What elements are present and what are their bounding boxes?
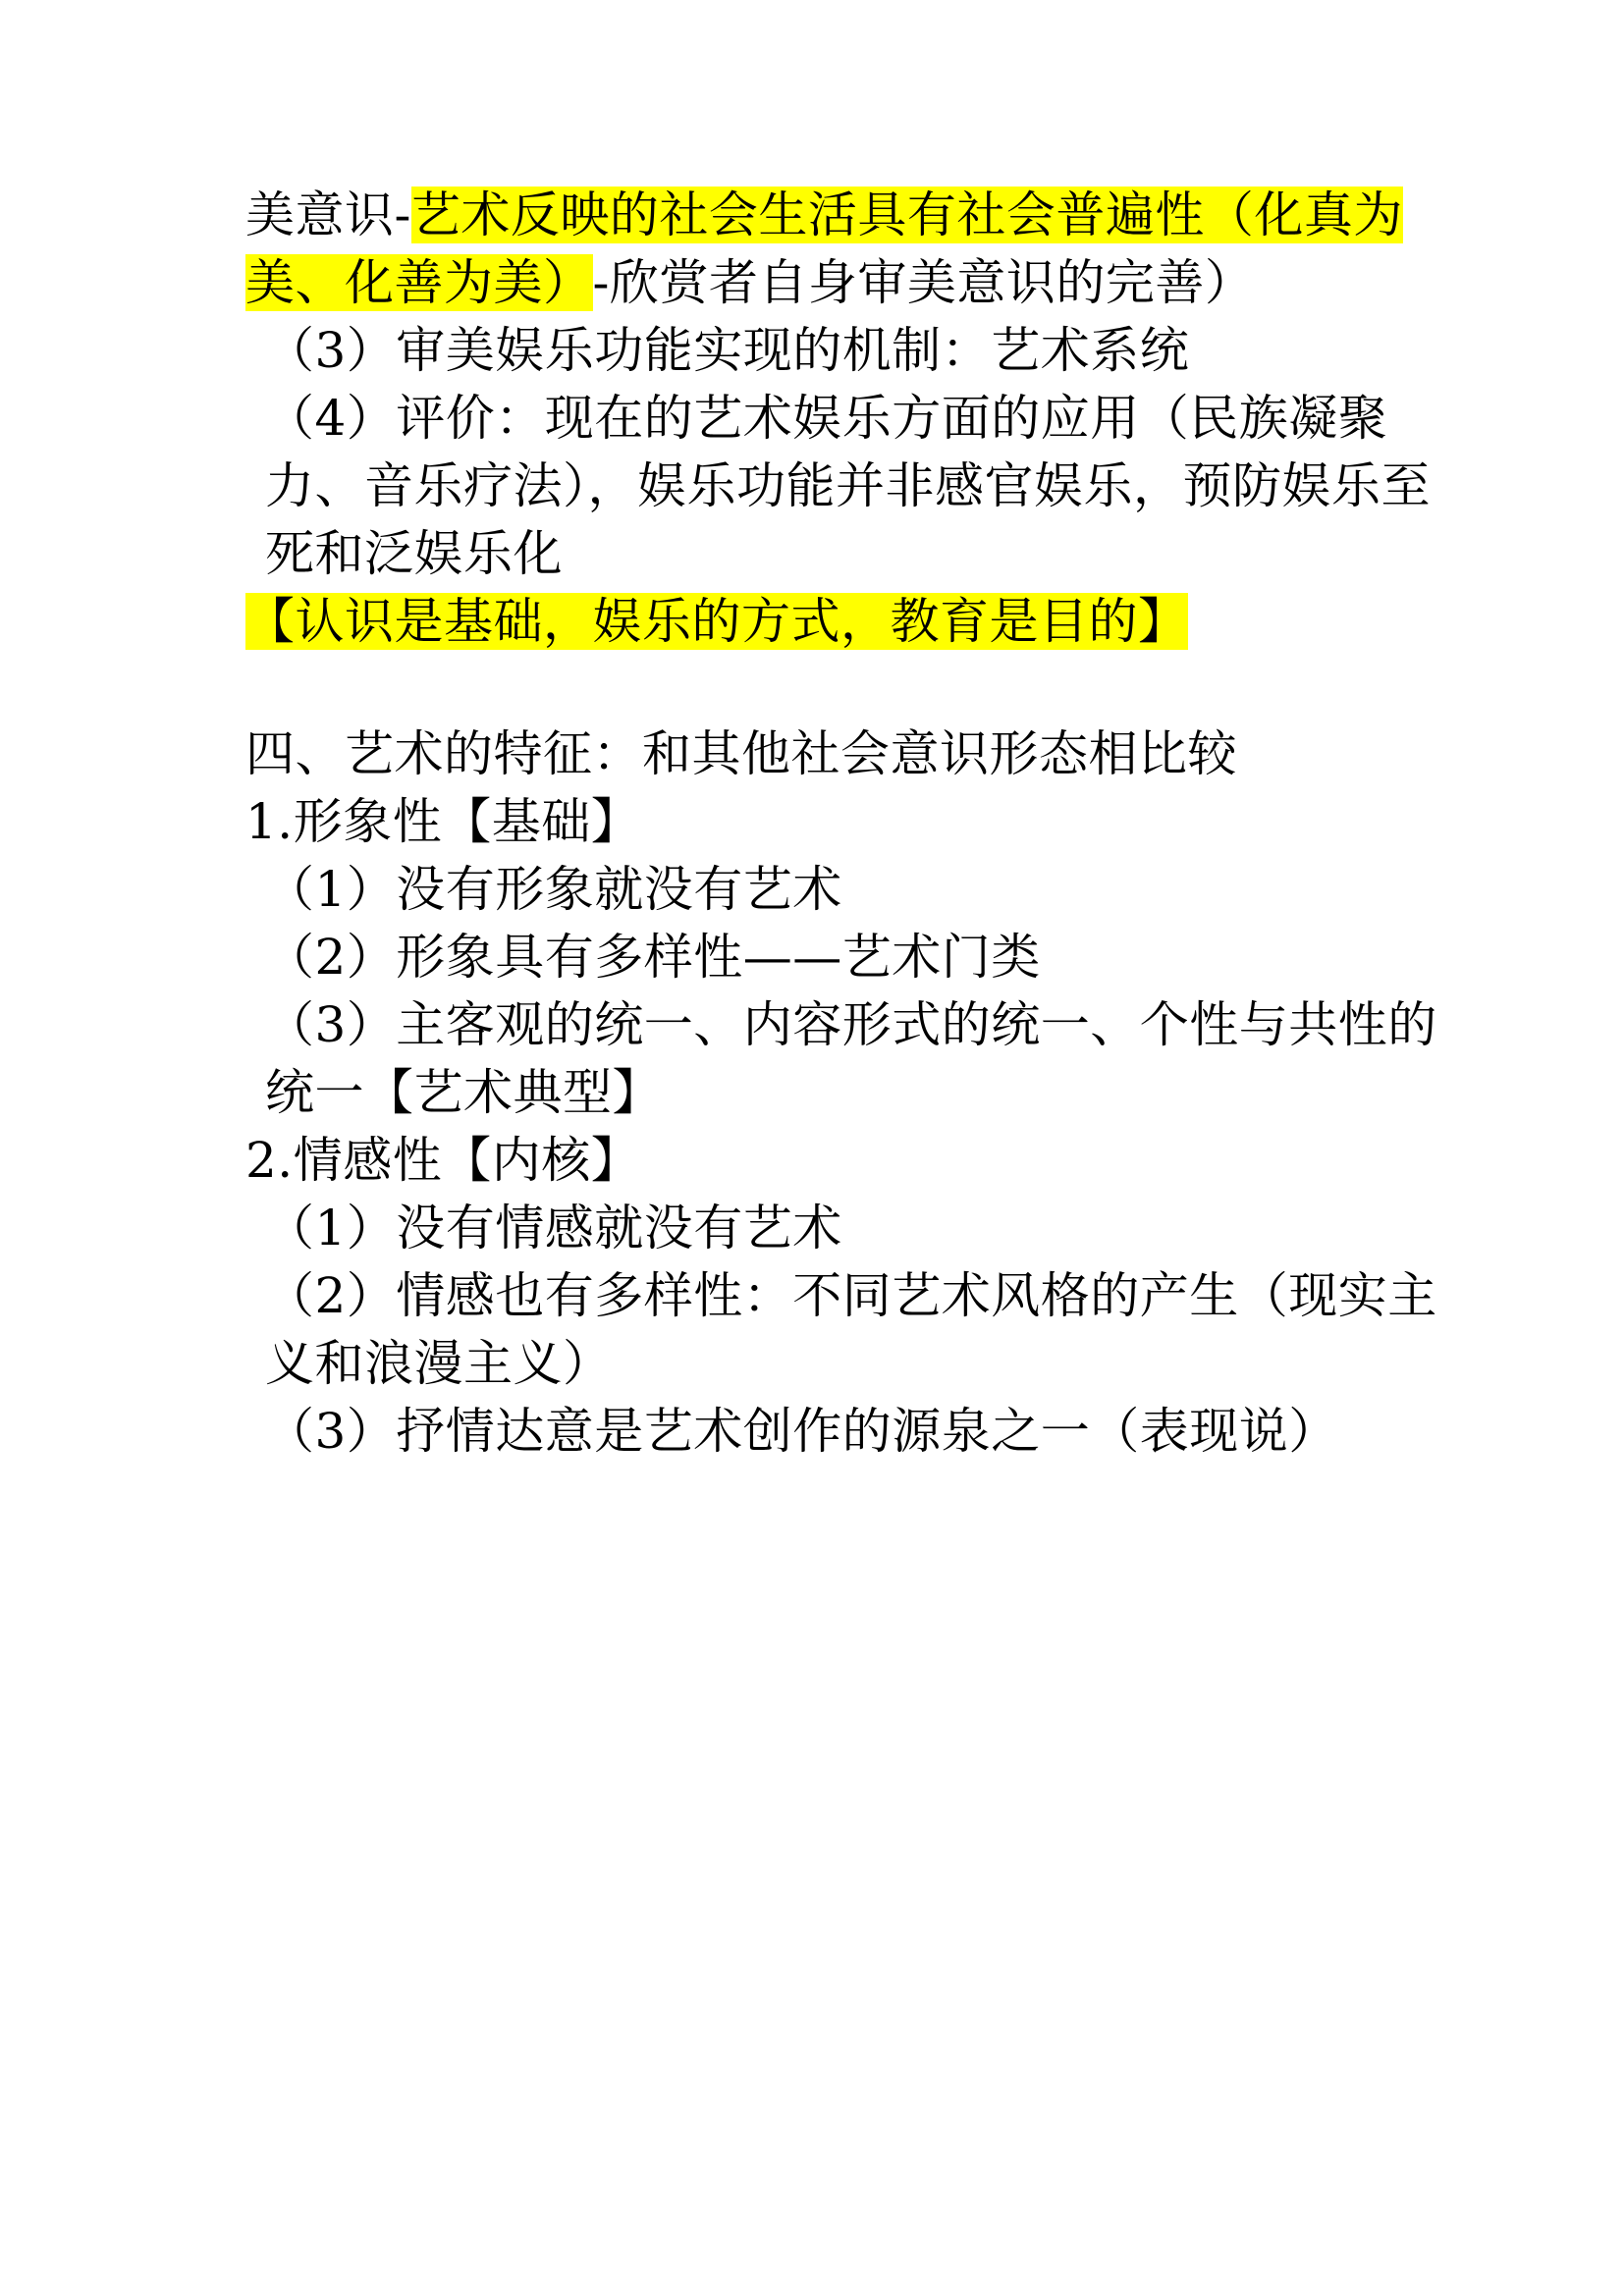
heading-item-2-emotion xyxy=(245,1127,1442,1195)
paragraph-2-1-segment-0: （1）没有情感就没有艺术 xyxy=(265,1200,842,1256)
paragraph-2-2 xyxy=(245,1262,1442,1398)
paragraph-1-2-segment-0: （2）形象具有多样性——艺术门类 xyxy=(265,929,1041,986)
paragraph-item-3-mechanism-segment-0: （3）审美娱乐功能实现的机制：艺术系统 xyxy=(265,322,1190,379)
paragraph-aesthetic-consciousness-segment-1: 艺术反映的社会生活具有社会普遍性（化真为美、化善为美） xyxy=(245,187,1403,311)
paragraph-2-3 xyxy=(245,1398,1442,1466)
heading-section-four xyxy=(245,721,1442,788)
paragraph-1-3-segment-0: （3）主客观的统一、内容形式的统一、个性与共性的统一【艺术典型】 xyxy=(265,996,1437,1121)
paragraph-2-1 xyxy=(245,1195,1442,1262)
paragraph-aesthetic-consciousness-segment-2: -欣赏者自身审美意识的完善） xyxy=(592,254,1255,311)
document-body xyxy=(245,182,1442,1466)
paragraph-item-4-evaluation xyxy=(245,385,1442,588)
paragraph-aesthetic-consciousness xyxy=(245,182,1442,317)
paragraph-item-4-evaluation-segment-0: （4）评价：现在的艺术娱乐方面的应用（民族凝聚力、音乐疗法），娱乐功能并非感官娱乐，预防娱乐至死和泛娱乐化 xyxy=(265,390,1431,582)
paragraph-summary-bracket-segment-0: 【认识是基础，娱乐的方式，教育是目的】 xyxy=(245,593,1188,650)
paragraph-summary-bracket xyxy=(245,588,1442,656)
paragraph-1-1-segment-0: （1）没有形象就没有艺术 xyxy=(265,861,842,918)
paragraph-1-1 xyxy=(245,856,1442,924)
paragraph-aesthetic-consciousness-segment-0: 美意识- xyxy=(245,187,411,243)
heading-item-2-emotion-segment-0: 2.情感性【内核】 xyxy=(245,1132,641,1189)
paragraph-1-2 xyxy=(245,924,1442,991)
heading-item-1-imagery xyxy=(245,788,1442,856)
paragraph-1-3 xyxy=(245,991,1442,1127)
paragraph-2-3-segment-0: （3）抒情达意是艺术创作的源泉之一（表现说） xyxy=(265,1403,1338,1460)
paragraph-item-3-mechanism xyxy=(245,317,1442,385)
blank-line xyxy=(245,656,1442,721)
heading-section-four-segment-0: 四、艺术的特征：和其他社会意识形态相比较 xyxy=(245,725,1237,782)
paragraph-2-2-segment-0: （2）情感也有多样性：不同艺术风格的产生（现实主义和浪漫主义） xyxy=(265,1267,1437,1392)
heading-item-1-imagery-segment-0: 1.形象性【基础】 xyxy=(245,793,641,850)
